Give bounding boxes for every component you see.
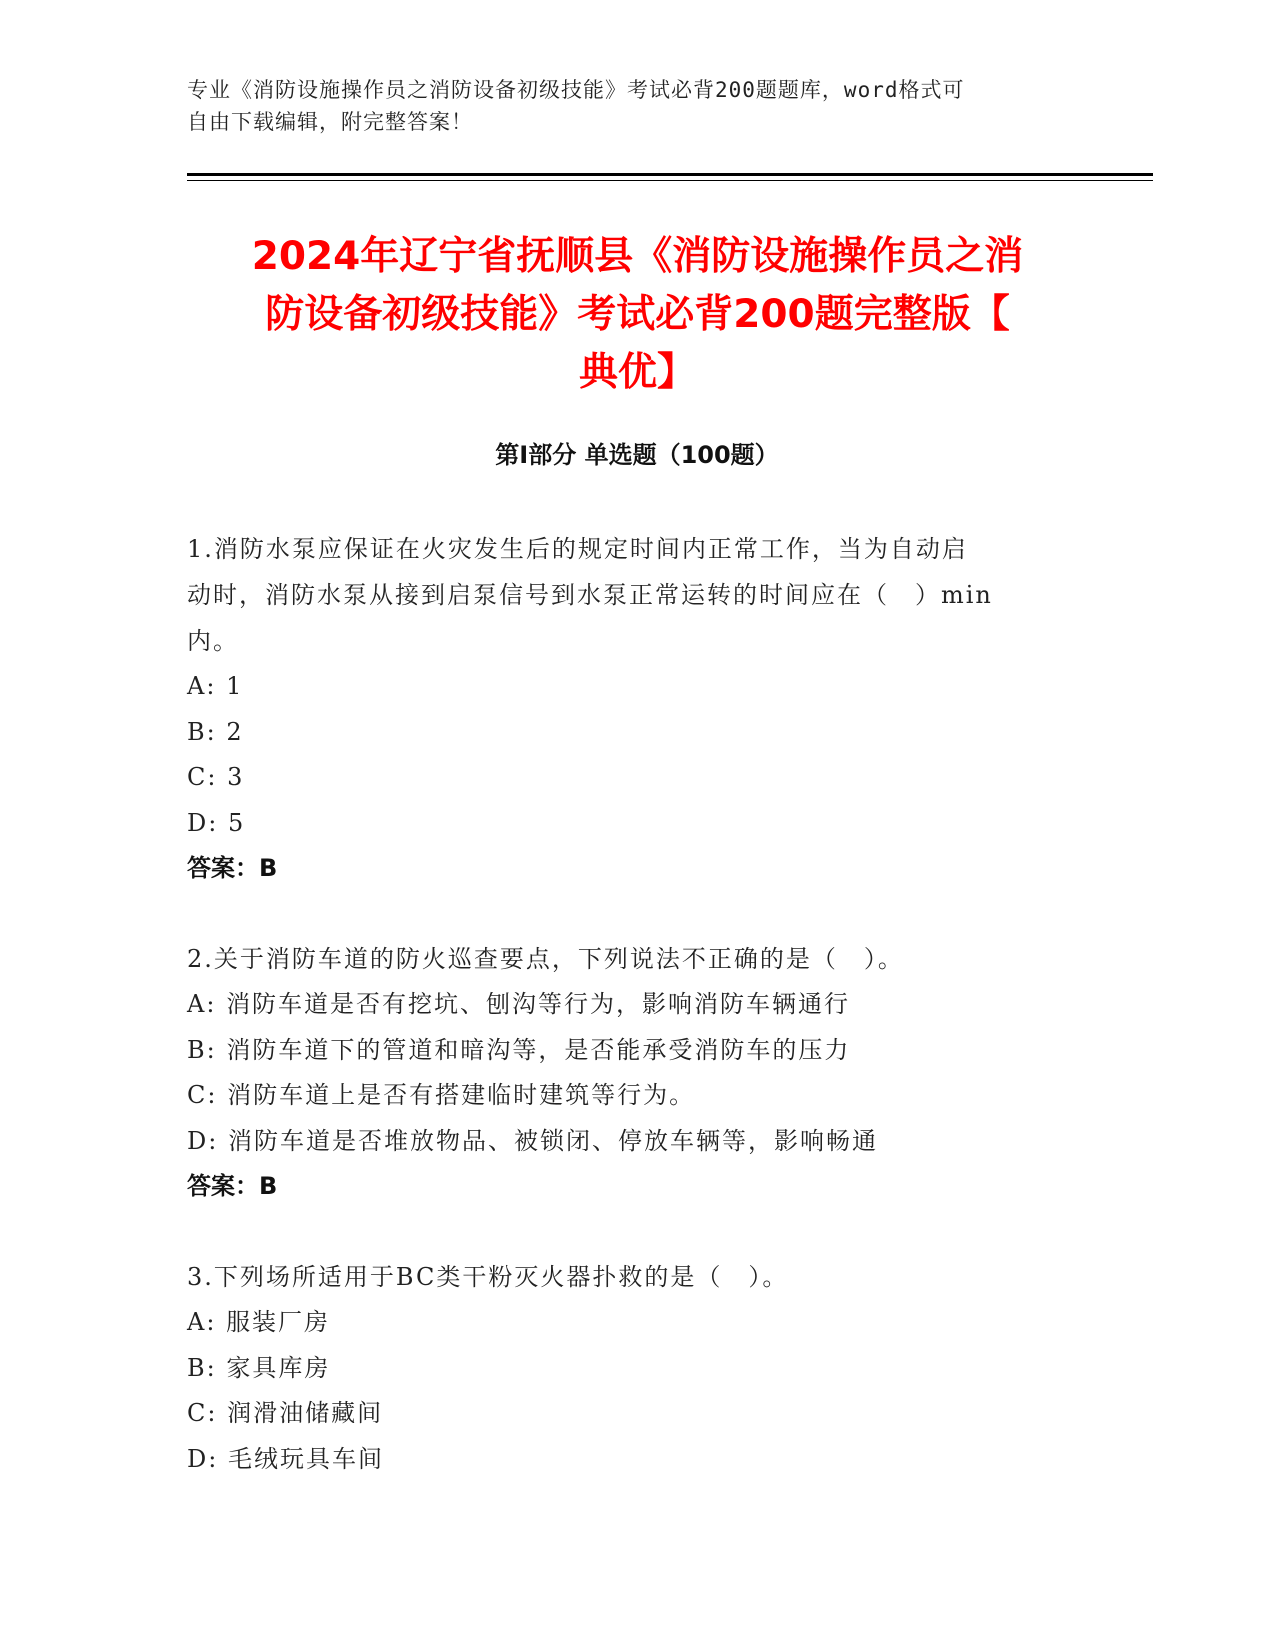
option-letter: B: — [187, 717, 217, 746]
question-text-line: 3.下列场所适用于BC类干粉灭火器扑救的是（ ）。 — [187, 1263, 789, 1291]
header-note-line: 自由下载编辑，附完整答案！ — [187, 110, 473, 134]
option-d — [187, 1437, 1067, 1483]
option-letter: D: — [187, 1444, 219, 1473]
option-letter: B: — [187, 1353, 217, 1382]
option-letter: C: — [187, 1081, 218, 1109]
option-text: 消防车道是否堆放物品、被锁闭、停放车辆等，影响畅通 — [227, 1126, 878, 1155]
question-2 — [187, 936, 1067, 1208]
answer-line: 答案：B — [187, 854, 278, 882]
option-text: 润滑油储藏间 — [227, 1399, 384, 1427]
option-letter: A: — [187, 1308, 217, 1336]
option-letter: A: — [187, 672, 217, 700]
option-letter: A: — [187, 990, 217, 1018]
option-d — [187, 1119, 1067, 1165]
question-text-line: 内。 — [187, 627, 239, 655]
section-title: 第Ⅰ部分 单选题（100题） — [495, 441, 779, 469]
answer-line: 答案：B — [187, 1172, 278, 1200]
title-line: 典优】 — [578, 350, 696, 395]
option-text: 2 — [226, 717, 244, 746]
question-3 — [187, 1254, 1067, 1482]
option-letter: D: — [187, 1126, 219, 1155]
document-title — [180, 228, 1095, 402]
header-note-line: 专业《消防设施操作员之消防设备初级技能》考试必背200题题库，word格式可 — [187, 78, 965, 102]
option-text: 消防车道是否有挖坑、刨沟等行为，影响消防车辆通行 — [226, 990, 851, 1018]
option-letter: D: — [187, 808, 219, 837]
question-text-line: 2.关于消防车道的防火巡查要点，下列说法不正确的是（ ）。 — [187, 945, 904, 973]
option-c — [187, 755, 1067, 801]
option-text: 消防车道下的管道和暗沟等，是否能承受消防车的压力 — [226, 1035, 851, 1064]
option-b — [187, 710, 1067, 756]
option-a — [187, 664, 1067, 710]
header-note — [187, 74, 1067, 138]
option-c — [187, 1391, 1067, 1437]
option-text: 1 — [226, 672, 244, 700]
option-letter: C: — [187, 1399, 218, 1427]
option-b — [187, 1346, 1067, 1392]
option-a — [187, 1300, 1067, 1346]
question-1 — [187, 526, 1067, 890]
question-text-line: 1.消防水泵应保证在火灾发生后的规定时间内正常工作，当为自动启 — [187, 535, 968, 563]
title-line: 防设备初级技能》考试必背200题完整版【 — [265, 292, 1010, 337]
header-rule-thin — [187, 180, 1153, 181]
option-b — [187, 1028, 1067, 1074]
option-text: 服装厂房 — [226, 1308, 331, 1336]
option-d — [187, 801, 1067, 847]
option-text: 消防车道上是否有搭建临时建筑等行为。 — [227, 1081, 696, 1109]
option-letter: C: — [187, 763, 218, 791]
question-list — [187, 526, 1067, 1528]
option-text: 毛绒玩具车间 — [227, 1444, 384, 1473]
option-text: 家具库房 — [226, 1353, 331, 1382]
option-text: 3 — [227, 763, 245, 791]
option-c — [187, 1073, 1067, 1119]
option-letter: B: — [187, 1035, 217, 1064]
option-text: 5 — [227, 808, 246, 837]
question-text-line: 动时，消防水泵从接到启泵信号到水泵正常运转的时间应在（ ）min — [187, 581, 993, 609]
header-rule-thick — [187, 173, 1153, 176]
title-line: 2024年辽宁省抚顺县《消防设施操作员之消 — [251, 234, 1024, 279]
option-a — [187, 982, 1067, 1028]
